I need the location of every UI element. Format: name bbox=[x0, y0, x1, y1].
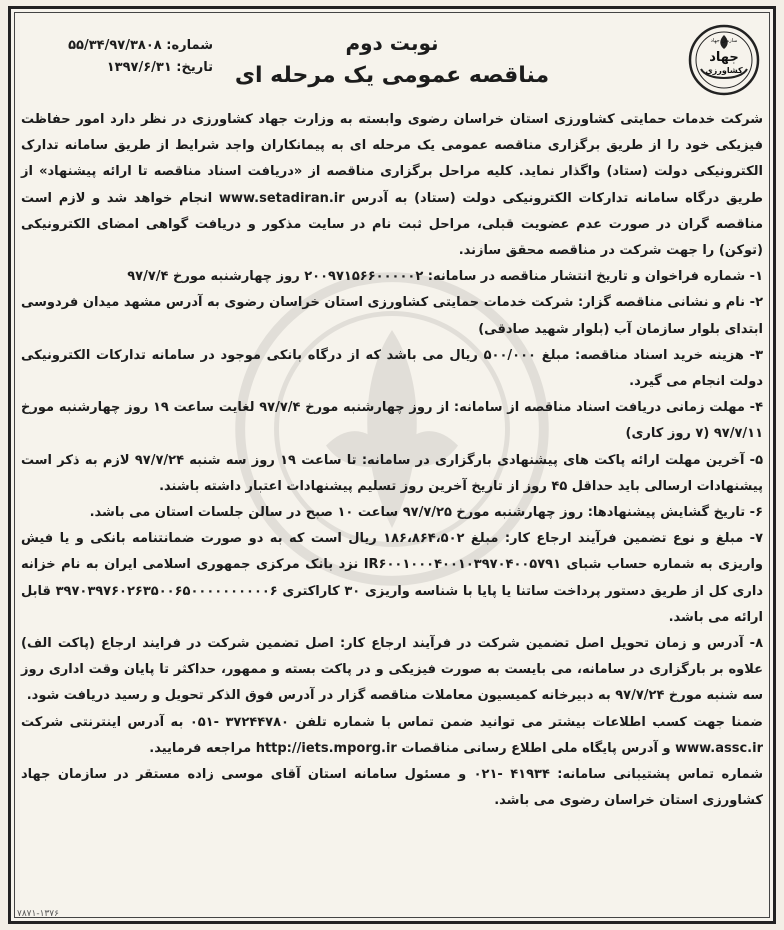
clause-4: ۴- مهلت زمانی دریافت اسناد مناقصه از سامانه: از روز چهارشنبه مورخ ۹۷/۷/۴ لغایت ساعت ۱۹ روز چهارشنبه مورخ ۹۷/۷/۱۱ (۷ روز کاری) bbox=[21, 400, 763, 442]
notice-number bbox=[23, 35, 213, 57]
clause-3: ۳- هزینه خرید اسناد مناقصه: مبلغ ۵۰۰/۰۰۰ ریال می باشد که از درگاه بانکی موجود در سامانه تدارکات الکترونیکی دولت انجام می گیرد. bbox=[21, 347, 763, 390]
clause-2: ۲- نام و نشانی مناقصه گزار: شرکت خدمات حمایتی کشاورزی استان خراسان رضوی به آدرس مشهد میدان فردوسی ابتدای بلوار سازمان آب (بلوار شهید صادقی) bbox=[21, 295, 763, 337]
clause-8: ۸- آدرس و زمان تحویل اصل تضمین شرکت در فرآیند ارجاع کار: اصل تضمین شرکت در فرایند ارجاع (پاکت الف) علاوه بر بارگزاری در سامانه، می بایست به صورت فیزیکی و در پاکت بسته و ممهور، حداکثر تا پایان وقت اداری روز سه شنبه مورخ ۹۷/۷/۲۴ به دبیرخانه کمیسیون معاملات مناقصه گزار در آدرس فوق الذکر تحویل و رسید دریافت شود. bbox=[21, 636, 763, 704]
clause-1: ۱- شماره فراخوان و تاریخ انتشار مناقصه در سامانه: ۲۰۰۹۷۱۵۶۶۰۰۰۰۰۲ روز چهارشنبه مورخ ۹۷/۷/۴ bbox=[127, 269, 763, 285]
footer-code: ۷۸۷۱-۱۳۷۶ bbox=[17, 909, 59, 919]
notice-body bbox=[21, 107, 763, 913]
notice-title: مناقصه عمومی یک مرحله ای bbox=[234, 63, 550, 88]
notice-number-label: شماره: bbox=[166, 38, 213, 53]
logo-text-top: جهاد bbox=[709, 50, 739, 65]
support-paragraph: شماره تماس پشتیبانی سامانه: ۴۱۹۳۴ -۰۲۱ و مسئول سامانه استان آقای موسی زاده مستقر در سازمان جهاد کشاورزی استان خراسان رضوی می باشد. bbox=[21, 767, 764, 809]
logo-text-ring: سازمان جهاد bbox=[710, 38, 738, 44]
clause-7: ۷- مبلغ و نوع تضمین فرآیند ارجاع کار: مبلغ ۱۸۶،۸۶۴،۵۰۲ ریال است که به دو صورت ضمانتنامه بانکی و یا فیش واریزی به شماره حساب شبای IR۶۰۰۱۰۰۰۴۰۰۱۰۳۹۷۰۴۰۰۵۷۹۱ نزد بانک مرکزی جمهوری اسلامی ایران به نام خزانه داری کل از طریق دستور پرداخت ساتنا یا پایا با شناسه واریزی ۳۰ کاراکتری ۳۹۷۰۳۹۷۶۰۲۶۳۵۰۰۶۵۰۰۰۰۰۰۰۰۰۰۶ قابل ارائه می باشد. bbox=[21, 531, 763, 625]
notice-frame bbox=[8, 6, 776, 924]
notice-date-label: تاریخ: bbox=[176, 60, 213, 75]
notice-date-value: ۱۳۹۷/۶/۳۱ bbox=[106, 60, 172, 75]
contact-paragraph: ضمنا جهت کسب اطلاعات بیشتر می توانید ضمن تماس با شماره تلفن ۳۷۲۴۴۷۸۰ -۰۵۱ به آدرس اینترنتی شرکت www.assc.ir و آدرس پایگاه ملی اطلاع رسانی مناقصات http://iets.mporg.ir مراجعه فرمایید. bbox=[21, 714, 763, 756]
notice-round: نوبت دوم bbox=[345, 31, 439, 55]
clause-6: ۶- تاریخ گشایش پیشنهادها: روز چهارشنبه مورخ ۹۷/۷/۲۵ ساعت ۱۰ صبح در سالن جلسات استان می باشد. bbox=[89, 505, 763, 521]
notice-meta bbox=[23, 35, 213, 79]
logo-text-bottom: کشاورزی bbox=[705, 66, 743, 75]
notice-date bbox=[23, 57, 213, 79]
notice-header bbox=[11, 15, 773, 103]
notice-number-value: ۵۵/۳۴/۹۷/۳۸۰۸ bbox=[68, 38, 162, 53]
clause-5: ۵- آخرین مهلت ارائه پاکت های پیشنهادی بارگزاری در سامانه: تا ساعت ۱۹ روز سه شنبه ۹۷/۷/۲۴ لازم به ذکر است پیشنهادات ارسالی باید حداقل ۴۵ روز از تاریخ آخرین روز تسلیم پیشنهادات اعتبار داشته باشند. bbox=[21, 452, 763, 494]
intro-paragraph: شرکت خدمات حمایتی کشاورزی استان خراسان رضوی وابسته به وزارت جهاد کشاورزی در نظر دارد امور حفاظت فیزیکی خود را از طریق برگزاری مناقصه عمومی یک مرحله ای به پیمانکاران واجد شرایط از طریق سامانه تدارک الکترونیکی دولت (ستاد) واگذار نماید. کلیه مراحل برگزاری مناقصه از «دریافت اسناد مناقصه تا ارائه پیشنهاد» از طریق درگاه سامانه تدارکات الکترونیکی دولت (ستاد) به آدرس www.setadiran.ir انجام خواهد شد و لازم است مناقصه گران در صورت عدم عضویت قبلی، مراحل ثبت نام در سایت مذکور و دریافت گواهی امضای الکترونیکی (توکن) را جهت شرکت در مناقصه محقق سازند. bbox=[21, 112, 763, 259]
